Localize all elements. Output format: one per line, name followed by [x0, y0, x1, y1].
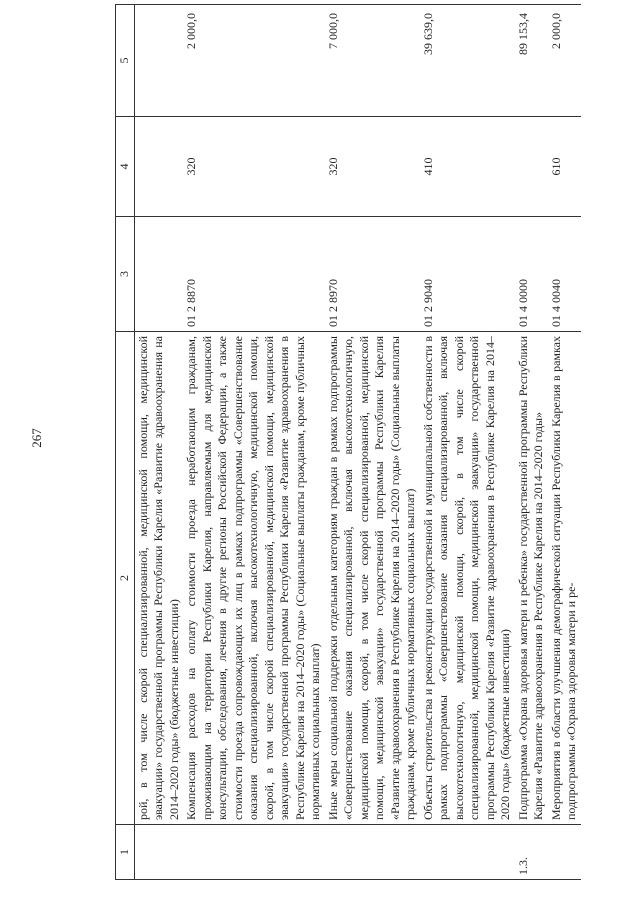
row-target-code: 01 2 8870	[183, 217, 325, 332]
table-row	[420, 5, 515, 880]
row-number: 1.3.	[515, 825, 548, 880]
table-row	[548, 5, 581, 880]
row-target-code: 01 4 0000	[515, 217, 548, 332]
table-row	[515, 5, 548, 880]
row-number	[325, 825, 420, 880]
table-row	[134, 5, 183, 880]
budget-table-rotated	[115, 13, 615, 880]
table-row	[325, 5, 420, 880]
header-col-1: 1	[116, 825, 135, 880]
row-expense-type	[515, 117, 548, 217]
row-amount: 89 153,4	[515, 5, 548, 117]
row-expense-type: 320	[325, 117, 420, 217]
row-number	[420, 825, 515, 880]
row-target-code: 01 4 0040	[548, 217, 581, 332]
row-amount: 2 000,0	[548, 5, 581, 117]
row-amount: 39 639,0	[420, 5, 515, 117]
row-description: Иные меры социальной поддержки отдельным категориям граждан в рамках подпрограммы «Совершенствование оказания специализированной, включая высокотехнологичную, медицинской помощи, скорой, в том числе скорой специализированной, медицинской помощи, медицинской эвакуации» государственной программы Республики Карелия «Развитие здравоохранения в Республике Карелия на 2014–2020 годы» (Социальные выплаты гражданам, кроме публичных нормативных социальных выплат)	[325, 332, 420, 825]
row-number	[548, 825, 581, 880]
header-col-3: 3	[116, 217, 135, 332]
row-amount	[134, 5, 183, 117]
row-expense-type: 410	[420, 117, 515, 217]
row-amount: 7 000,0	[325, 5, 420, 117]
row-expense-type	[134, 117, 183, 217]
row-expense-type: 320	[183, 117, 325, 217]
row-amount: 2 000,0	[183, 5, 325, 117]
row-target-code: 01 2 8970	[325, 217, 420, 332]
table-row	[183, 5, 325, 880]
header-col-2: 2	[116, 332, 135, 825]
row-number	[134, 825, 183, 880]
header-col-5: 5	[116, 5, 135, 117]
page-number: 267	[29, 428, 44, 448]
row-description: рой, в том числе скорой специализированной, медицинской помощи, медицинской эвакуации» государственной программы Республики Карелия «Развитие здравоохранения на 2014–2020 годы» (бюджетные инвестиции)	[134, 332, 183, 825]
header-col-4: 4	[116, 117, 135, 217]
row-expense-type: 610	[548, 117, 581, 217]
budget-table	[115, 4, 581, 880]
row-description: Объекты строительства и реконструкции государственной и муниципальной собственности в рамках подпрограммы «Совершенствование оказания специализированной, включая высокотехнологичную, медицинской помощи, скорой, в том числе скорой специализированной, медицинской помощи, медицинской эвакуации» государственной программы Республики Карелия «Развитие здравоохранения в Республике Карелия на 2014–2020 годы» (бюджетные инвестиции)	[420, 332, 515, 825]
table-header-row	[116, 5, 135, 880]
row-target-code	[134, 217, 183, 332]
row-description: Подпрограмма «Охрана здоровья матери и ребенка» государственной программы Республики Карелия «Развитие здравоохранения в Республике Карелия на 2014–2020 годы»	[515, 332, 548, 825]
row-description: Компенсация расходов на оплату стоимости проезда неработающим гражданам, проживающим на территории Республики Карелия, направляемым для медицинской консультации, обследования, лечения в другие регионы Российской Федерации, а также стоимости проезда сопровождающих их лиц в рамках подпрограммы «Совершенствование оказания специализированной, включая высокотехнологичную, медицинской помощи, скорой, в том числе скорой специализированной, медицинской помощи, медицинской эвакуации» государственной программы Республики Карелия «Развитие здравоохранения в Республике Карелия на 2014–2020 годы» (Социальные выплаты гражданам, кроме публичных нормативных социальных выплат)	[183, 332, 325, 825]
row-description: Мероприятия в области улучшения демографической ситуации Республики Карелия в рамках подпрограммы «Охрана здоровья матери и ре-	[548, 332, 581, 825]
row-number	[183, 825, 325, 880]
row-target-code: 01 2 9040	[420, 217, 515, 332]
